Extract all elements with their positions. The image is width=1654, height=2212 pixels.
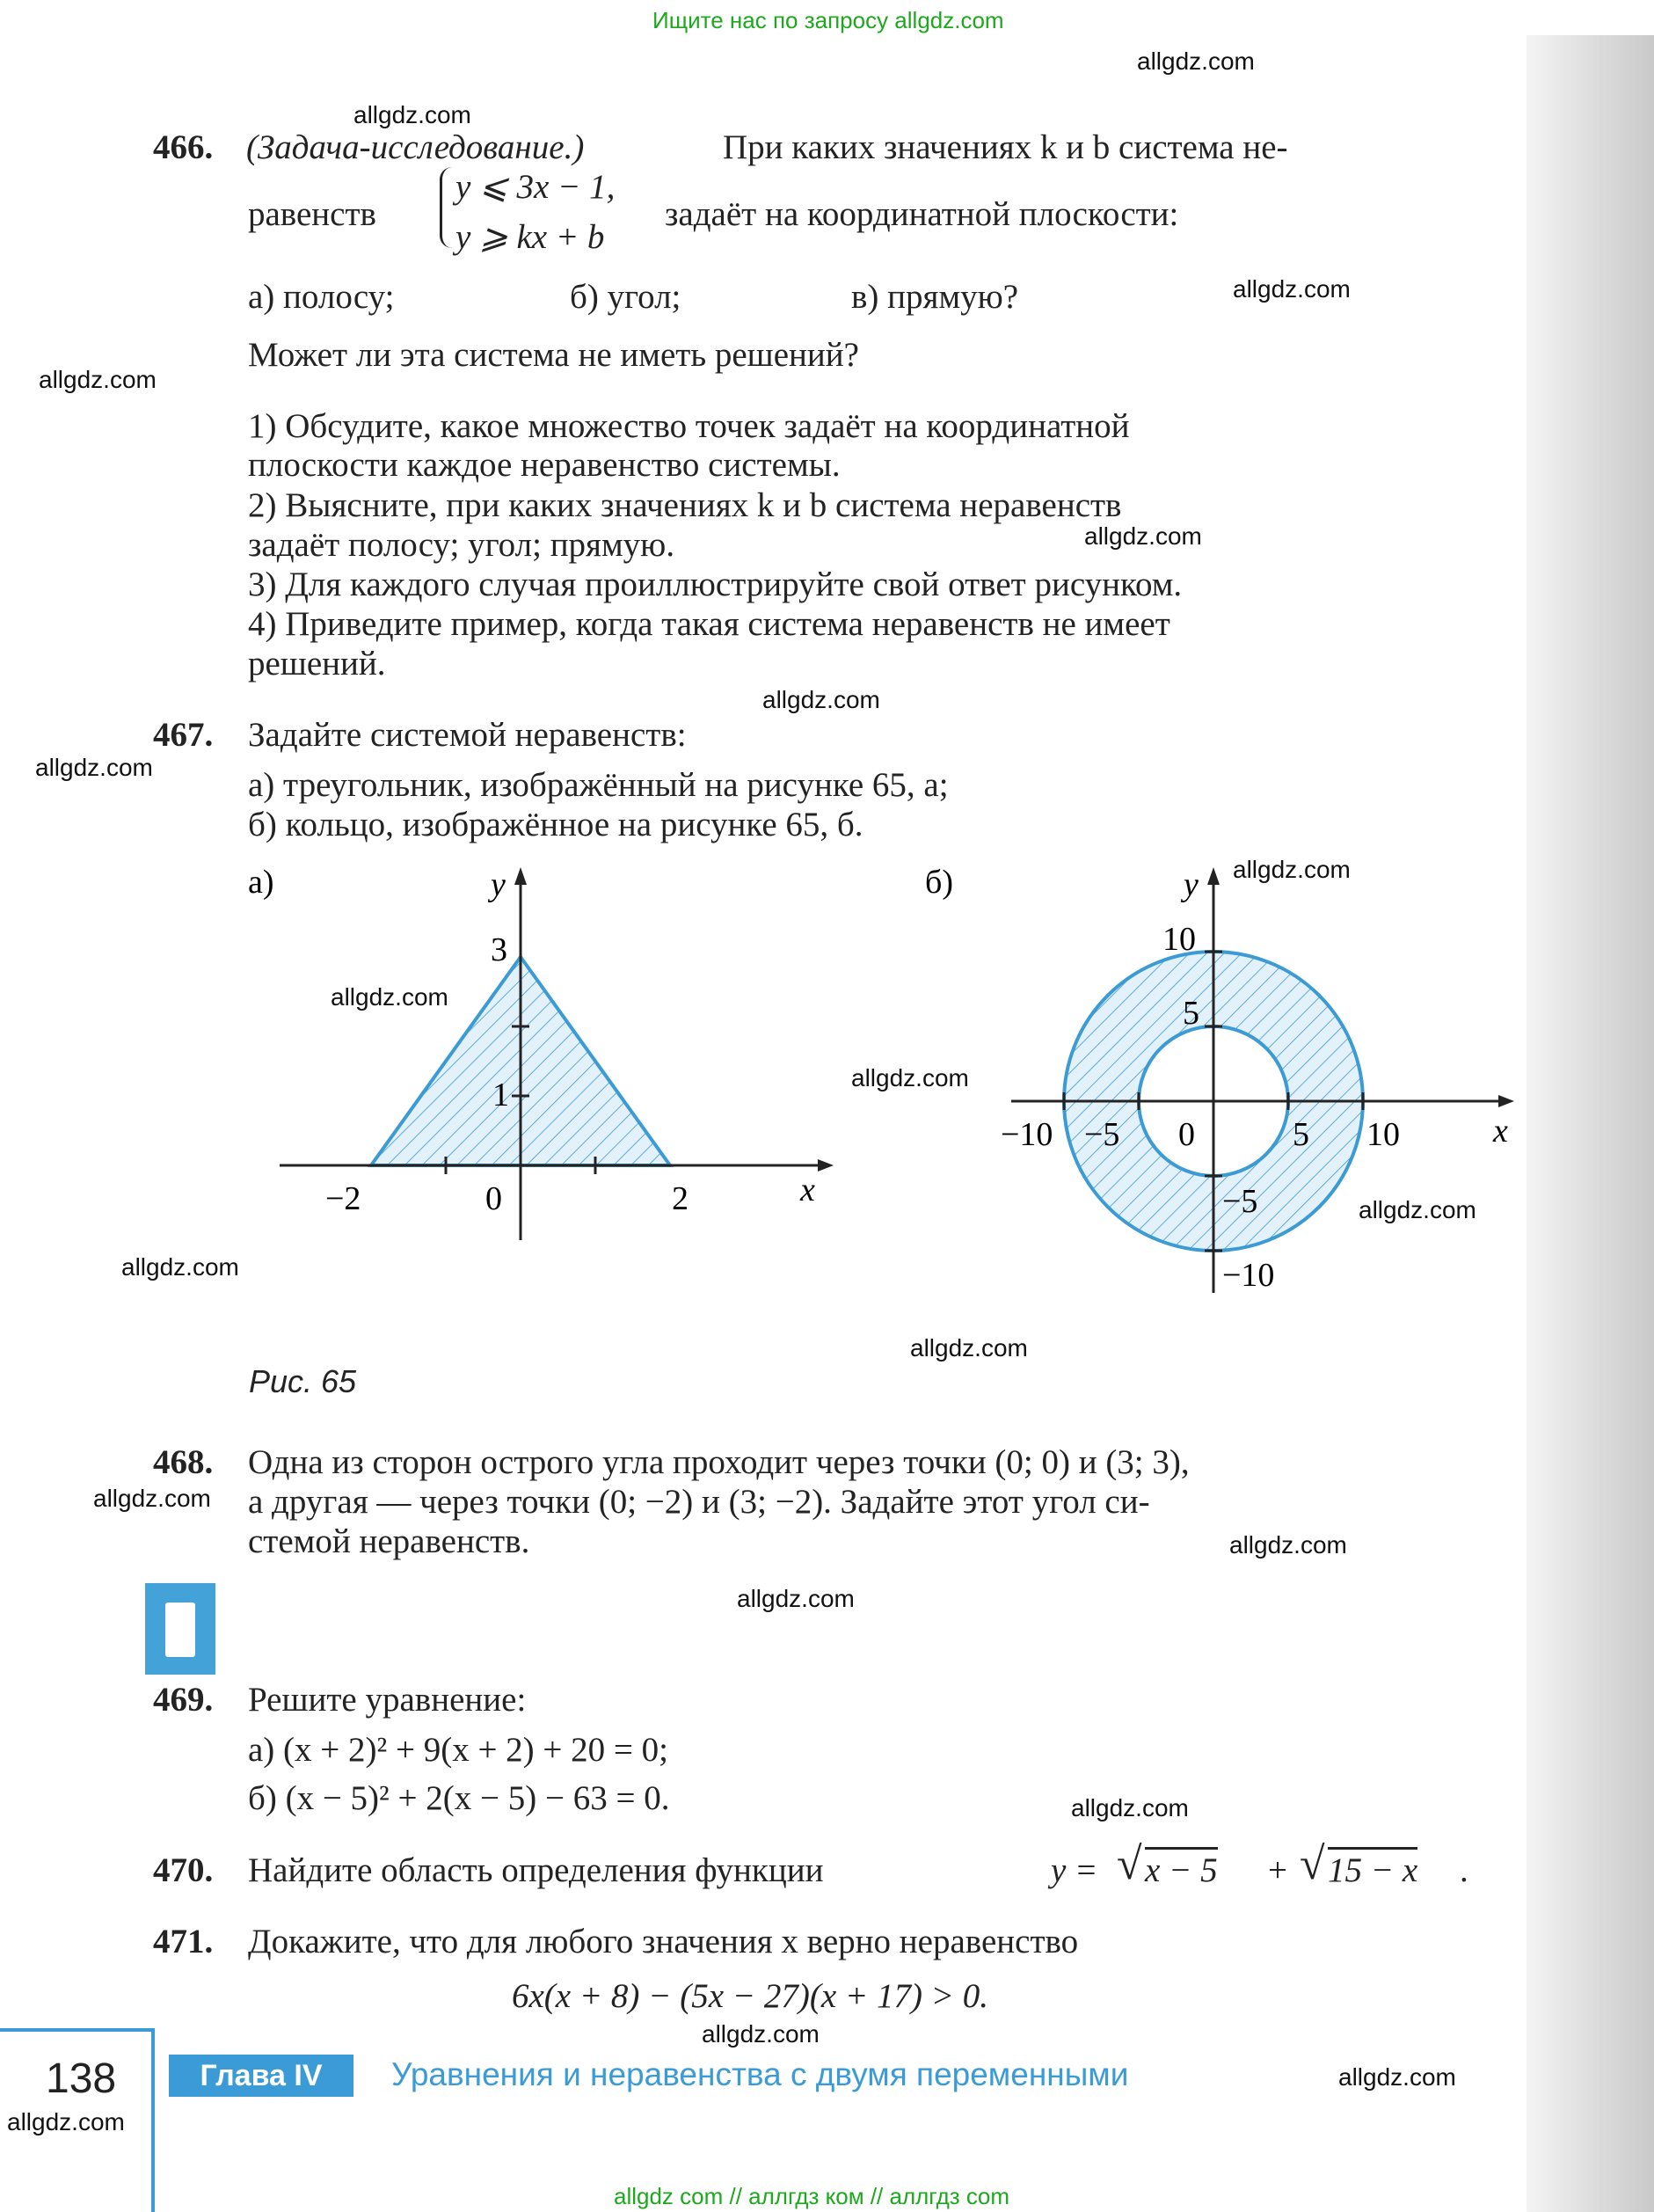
sqrt-1: x − 5 bbox=[1145, 1847, 1218, 1887]
watermark: allgdz.com bbox=[1137, 47, 1255, 75]
watermark: allgdz.com bbox=[762, 686, 880, 713]
watermark: allgdz.com bbox=[851, 1064, 969, 1091]
watermark: allgdz.com bbox=[737, 1585, 855, 1612]
footer-line bbox=[0, 2028, 154, 2032]
problem-467-text: Задайте системой неравенств: bbox=[248, 716, 687, 754]
x-axis-arrow bbox=[818, 1159, 834, 1172]
watermark: allgdz.com bbox=[331, 983, 448, 1011]
problem-466-text2-left: равенств bbox=[248, 195, 376, 233]
system-line-2: y ⩾ kx + b bbox=[455, 218, 605, 256]
problem-466-number: 466. bbox=[153, 128, 214, 166]
problem-471-number: 471. bbox=[153, 1923, 214, 1960]
figure-caption: Рис. 65 bbox=[249, 1363, 357, 1399]
figure-65b bbox=[914, 862, 1548, 1302]
step-2-line-2: задаёт полосу; угол; прямую. bbox=[248, 526, 675, 564]
tick-label: −5 bbox=[1084, 1116, 1120, 1153]
watermark: allgdz.com bbox=[1071, 1794, 1189, 1821]
watermark: allgdz.com bbox=[35, 754, 153, 781]
problem-468-line-1: Одна из сторон острого угла проходит через точки (0; 0) и (3; 3), bbox=[248, 1443, 1190, 1481]
watermark: allgdz.com bbox=[93, 1485, 211, 1512]
problem-469-item-b: б) (x − 5)² + 2(x − 5) − 63 = 0. bbox=[248, 1779, 670, 1817]
chapter-label: Глава IV bbox=[169, 2055, 353, 2097]
bottom-banner[interactable]: allgdz com // аллгдз ком // аллгдз com bbox=[614, 2183, 1010, 2209]
sqrt-sign-1: √ bbox=[1117, 1839, 1142, 1889]
option-b: б) угол; bbox=[570, 278, 681, 316]
step-1-line-1: 1) Обсудите, какое множество точек задаёт на координатной bbox=[248, 407, 1130, 445]
top-banner[interactable]: Ищите нас по запросу allgdz.com bbox=[652, 7, 1004, 33]
formula-start: y = bbox=[1051, 1851, 1098, 1889]
formula-end: . bbox=[1460, 1851, 1468, 1889]
sqrt-sign-2: √ bbox=[1300, 1839, 1325, 1889]
problem-469-number: 469. bbox=[153, 1681, 214, 1719]
x-axis-label: x bbox=[800, 1172, 815, 1208]
problem-466-lead: (Задача-исследование.) bbox=[246, 128, 585, 166]
option-a: а) полосу; bbox=[248, 278, 395, 316]
problem-471-text: Докажите, что для любого значения x верно неравенство bbox=[248, 1923, 1079, 1960]
step-4-line-1: 4) Приведите пример, когда такая система неравенств не имеет bbox=[248, 605, 1170, 643]
step-1-line-2: плоскости каждое неравенство системы. bbox=[248, 446, 841, 484]
tick-label: 2 bbox=[672, 1180, 689, 1217]
tick-label: 10 bbox=[1366, 1116, 1400, 1153]
y-axis-label: y bbox=[491, 866, 506, 903]
problem-471-formula: 6x(x + 8) − (5x − 27)(x + 17) > 0. bbox=[512, 1977, 989, 2015]
problem-468-line-2: а другая — через точки (0; −2) и (3; −2). Задайте этот угол си- bbox=[248, 1483, 1150, 1521]
problem-467-number: 467. bbox=[153, 716, 214, 754]
tick-label: 5 bbox=[1183, 995, 1199, 1032]
step-3: 3) Для каждого случая проиллюстрируйте свой ответ рисунком. bbox=[248, 566, 1183, 603]
y-axis-arrow bbox=[1207, 867, 1220, 885]
problem-470-number: 470. bbox=[153, 1851, 214, 1889]
page-number: 138 bbox=[46, 2055, 117, 2102]
system-line-1: y ⩽ 3x − 1, bbox=[455, 168, 616, 206]
watermark: allgdz.com bbox=[7, 2108, 125, 2135]
tick-label: 3 bbox=[491, 931, 507, 968]
problem-468-number: 468. bbox=[153, 1443, 214, 1481]
figure-65a bbox=[237, 862, 853, 1249]
panel-a-label: а) bbox=[248, 864, 274, 901]
tick-label: −10 bbox=[1001, 1116, 1053, 1153]
problem-468-line-3: стемой неравенств. bbox=[248, 1522, 530, 1560]
tick-label: −2 bbox=[325, 1180, 361, 1217]
problem-470-text: Найдите область определения функции bbox=[248, 1851, 824, 1889]
tick-label: 0 bbox=[485, 1180, 502, 1217]
watermark: allgdz.com bbox=[121, 1253, 239, 1281]
watermark: allgdz.com bbox=[1229, 1531, 1347, 1559]
y-axis-label: y bbox=[1184, 866, 1199, 903]
tick-label: −10 bbox=[1222, 1257, 1275, 1294]
problem-466-text1: При каких значениях k и b система не- bbox=[723, 128, 1288, 166]
y-axis-arrow bbox=[514, 867, 527, 885]
problem-469-item-a: а) (x + 2)² + 9(x + 2) + 20 = 0; bbox=[248, 1731, 668, 1769]
tick-label: 10 bbox=[1162, 921, 1196, 958]
watermark: allgdz.com bbox=[702, 2020, 820, 2048]
panel-b-label: б) bbox=[925, 864, 953, 901]
x-axis-arrow bbox=[1498, 1095, 1514, 1107]
step-4-line-2: решений. bbox=[248, 645, 386, 683]
problem-467-item-b: б) кольцо, изображённое на рисунке 65, б. bbox=[248, 806, 863, 843]
sqrt-2: 15 − x bbox=[1328, 1847, 1417, 1887]
watermark: allgdz.com bbox=[39, 366, 157, 393]
tick-label: 0 bbox=[1178, 1116, 1195, 1153]
watermark: allgdz.com bbox=[1084, 522, 1202, 550]
watermark: allgdz.com bbox=[353, 101, 471, 128]
repetition-marker bbox=[145, 1583, 215, 1675]
watermark: allgdz.com bbox=[910, 1334, 1028, 1362]
tick-label: −5 bbox=[1222, 1183, 1258, 1220]
tick-label: 1 bbox=[492, 1077, 509, 1113]
tick-label: 5 bbox=[1293, 1116, 1309, 1153]
chapter-title: Уравнения и неравенства с двумя переменными bbox=[391, 2056, 1129, 2092]
step-2-line-1: 2) Выясните, при каких значениях k и b система неравенств bbox=[248, 486, 1122, 524]
problem-467-item-a: а) треугольник, изображённый на рисунке 65, а; bbox=[248, 766, 949, 804]
x-axis-label: x bbox=[1493, 1113, 1508, 1150]
watermark: allgdz.com bbox=[1233, 275, 1351, 303]
watermark: allgdz.com bbox=[1233, 856, 1351, 883]
option-c: в) прямую? bbox=[851, 278, 1019, 316]
footer-vertical-line bbox=[151, 2028, 155, 2212]
problem-466-text2-right: задаёт на координатной плоскости: bbox=[665, 195, 1179, 233]
system-brace bbox=[440, 167, 455, 248]
problem-466-question: Может ли эта система не иметь решений? bbox=[248, 336, 859, 374]
watermark: allgdz.com bbox=[1359, 1196, 1476, 1223]
formula-plus: + bbox=[1268, 1851, 1287, 1889]
problem-469-text: Решите уравнение: bbox=[248, 1681, 527, 1719]
watermark: allgdz.com bbox=[1338, 2063, 1456, 2091]
